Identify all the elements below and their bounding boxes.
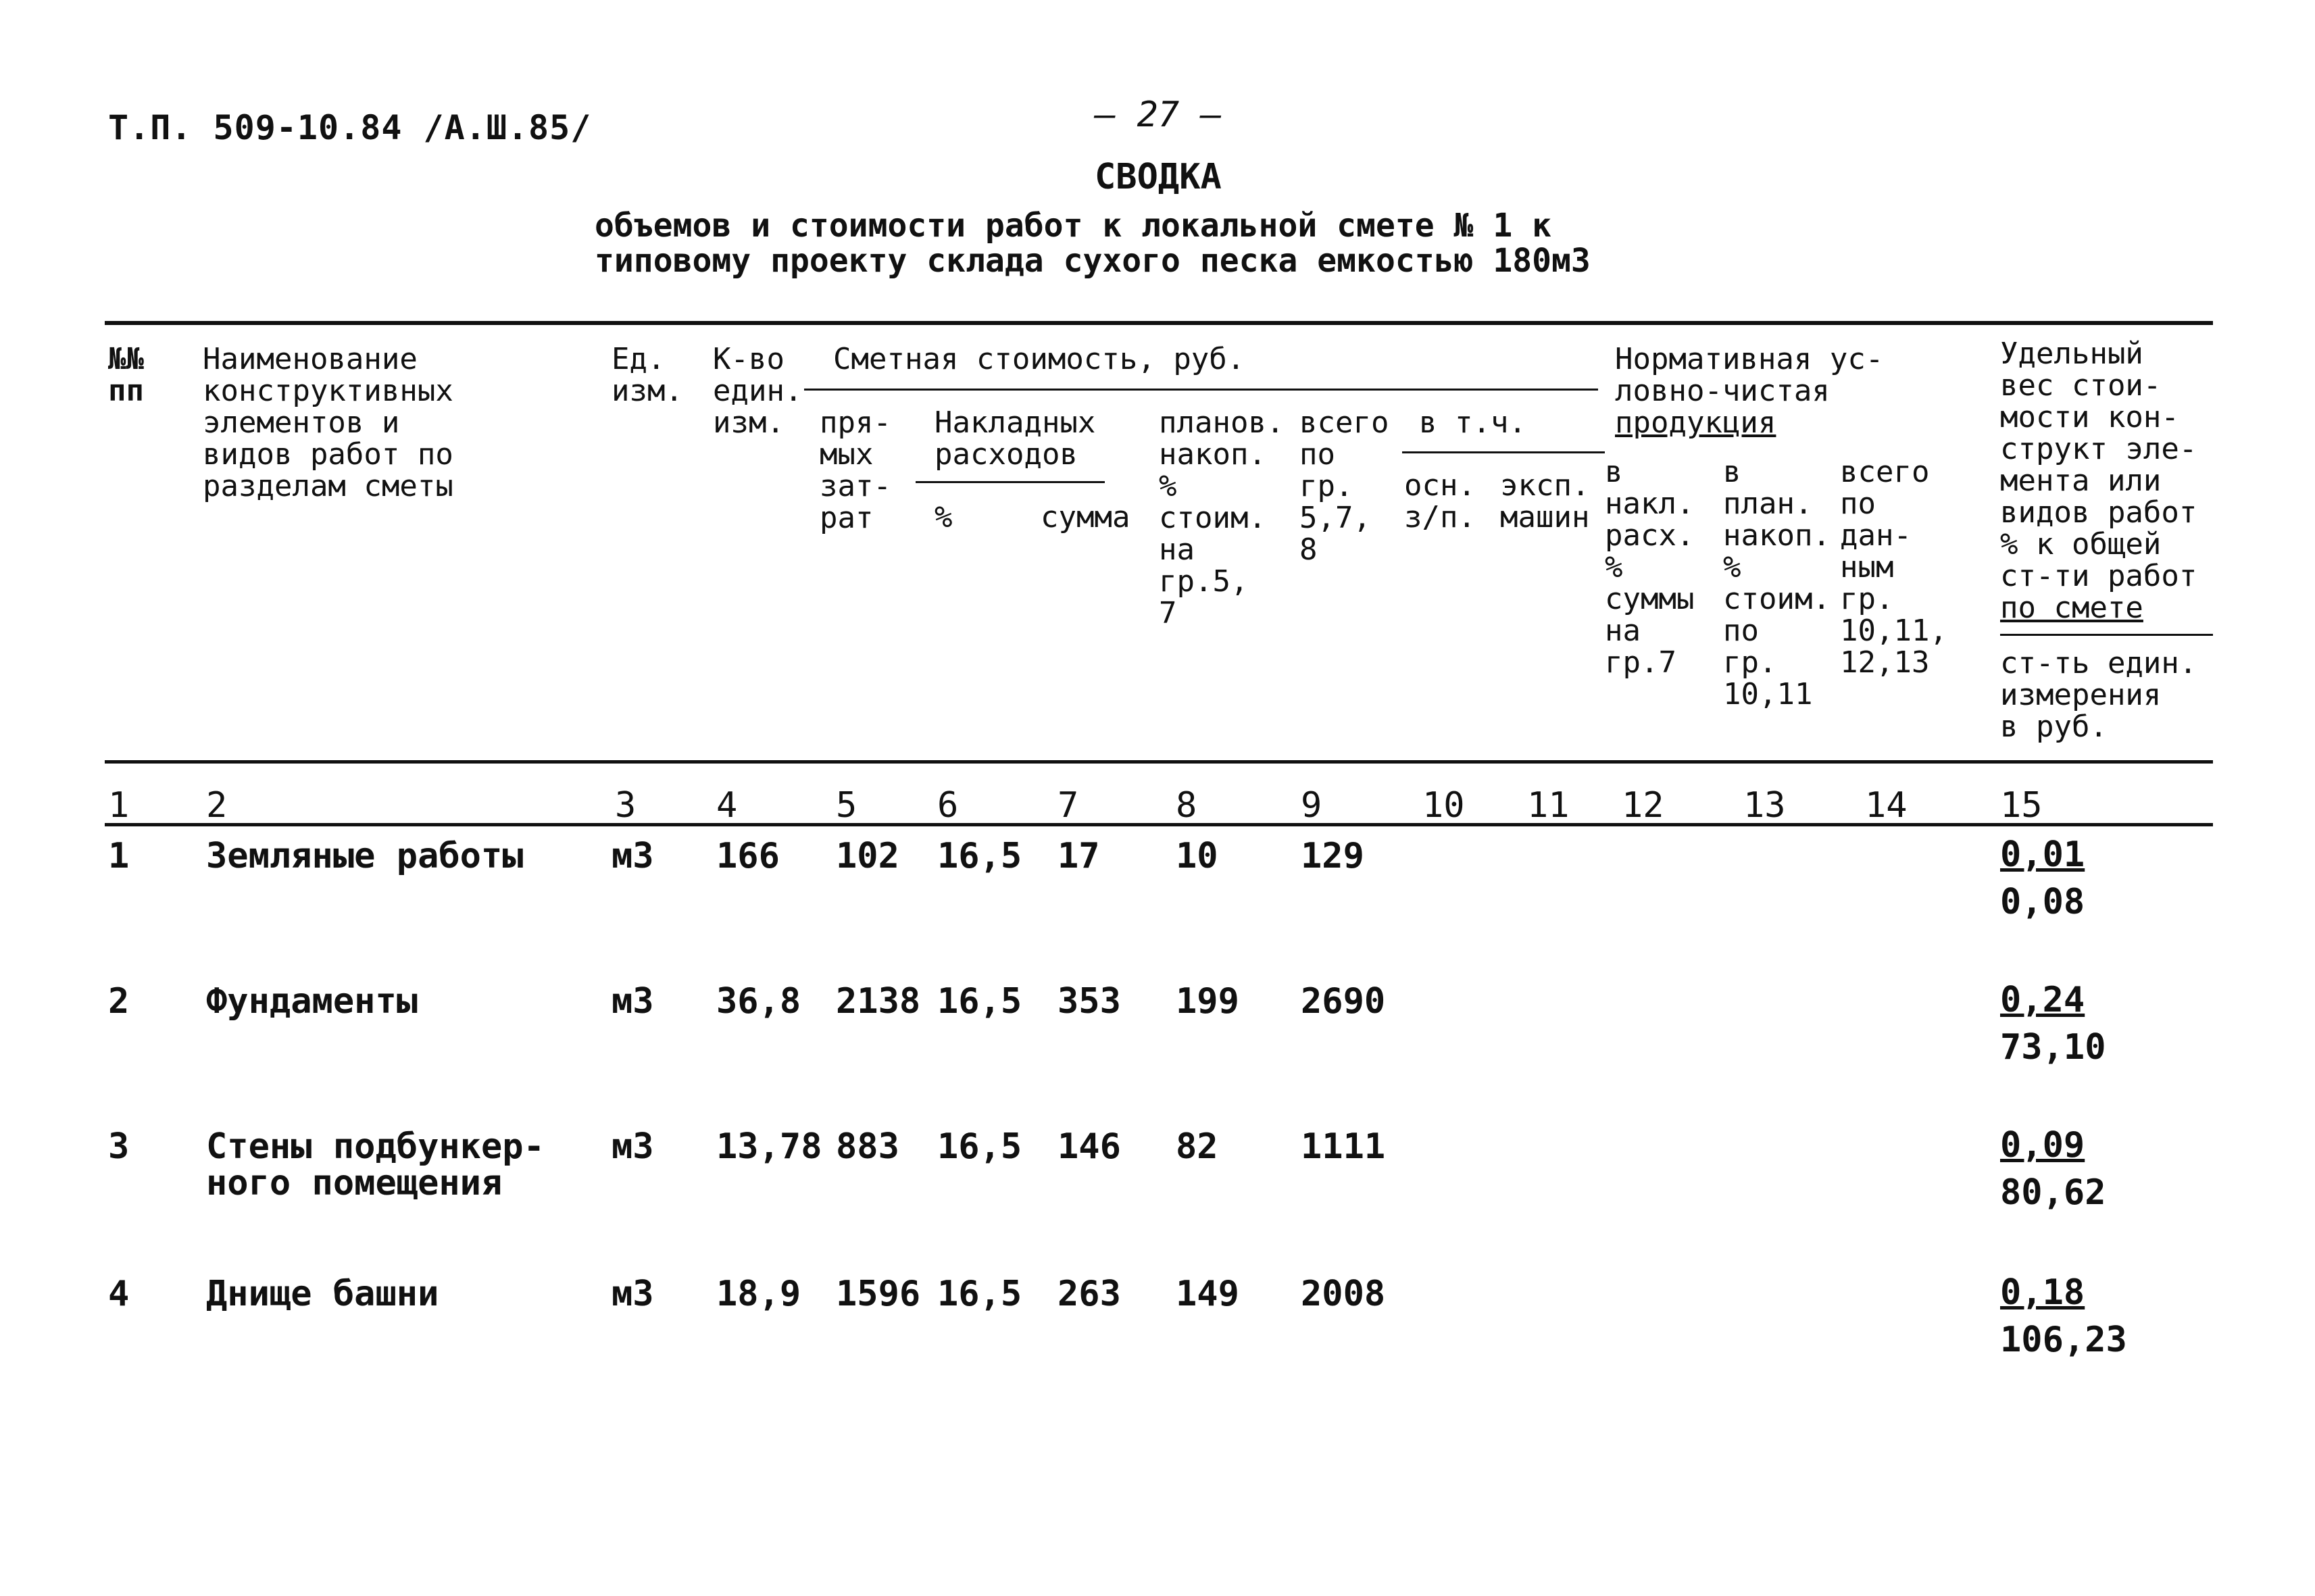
header-col-10: осн. з/п.	[1404, 468, 1476, 534]
row-direct-costs: 883	[836, 1126, 899, 1167]
row-planned-savings: 10	[1176, 836, 1218, 876]
header-col-13: в план. накоп. % стоим. по гр. 10,11	[1723, 455, 1831, 712]
header-group-norm	[1615, 343, 1883, 439]
row-share-percent: 0,01	[2000, 834, 2085, 875]
header-group-nakl: Накладных расходов	[935, 405, 1096, 472]
column-number: 1	[108, 785, 130, 826]
row-unit: м3	[612, 981, 654, 1022]
row-share-percent: 0,18	[2000, 1272, 2085, 1313]
header-col-8: планов. накоп. % стоим. на гр.5, 7	[1159, 405, 1285, 630]
row-planned-savings: 149	[1176, 1274, 1239, 1314]
column-number: 13	[1743, 785, 1786, 826]
row-total: 2008	[1301, 1274, 1386, 1314]
row-name: Стены подбункер- ного помещения	[206, 1126, 545, 1203]
header-group-smeta: Сметная стоимость, руб.	[833, 342, 1245, 376]
column-number: 10	[1422, 785, 1465, 826]
header-col-3: Ед. изм.	[612, 342, 683, 408]
row-number: 2	[108, 981, 130, 1022]
header-col-15-top: Удельный вес стои- мости кон- структ эле- мента или видов работ % к общей ст-ти работ	[2000, 336, 2197, 593]
row-direct-costs: 2138	[836, 981, 921, 1022]
row-unit-cost: 0,08	[2000, 882, 2085, 922]
subtitle-line-1: объемов и стоимости работ к локальной смете № 1 к	[595, 207, 1552, 245]
header-rule-nakl	[916, 481, 1105, 483]
column-number: 11	[1527, 785, 1570, 826]
row-number: 4	[108, 1274, 130, 1314]
page-title: СВОДКА	[1095, 157, 1222, 197]
row-unit-cost: 80,62	[2000, 1172, 2106, 1213]
row-overhead-sum: 146	[1057, 1126, 1121, 1167]
header-group-vtch: в т.ч.	[1419, 405, 1526, 440]
row-share-percent: 0,24	[2000, 980, 2085, 1020]
header-col-15	[2000, 338, 2197, 624]
column-number: 4	[716, 785, 738, 826]
row-quantity: 166	[716, 836, 780, 876]
header-rule-col-15	[2000, 634, 2213, 636]
column-number: 14	[1865, 785, 1908, 826]
column-number: 3	[615, 785, 637, 826]
row-planned-savings: 199	[1176, 981, 1239, 1022]
row-total: 2690	[1301, 981, 1386, 1022]
header-bottom-rule	[105, 760, 2213, 764]
header-rule-smeta	[804, 389, 1598, 391]
header-col-5: пря- мых зат- рат	[820, 405, 891, 535]
row-share-percent: 0,09	[2000, 1125, 2085, 1166]
row-total: 1111	[1301, 1126, 1386, 1167]
header-col-7: сумма	[1041, 500, 1130, 534]
header-col-14: всего по дан- ным гр. 10,11, 12,13	[1840, 455, 1947, 680]
row-unit: м3	[612, 836, 654, 876]
page-number: — 27 —	[1095, 95, 1222, 135]
row-quantity: 36,8	[716, 981, 801, 1022]
row-overhead-sum: 353	[1057, 981, 1121, 1022]
header-col-9: всего по гр. 5,7, 8	[1299, 405, 1389, 567]
header-group-norm-title: Нормативная ус- ловно-чистая	[1615, 342, 1884, 408]
row-overhead-percent: 16,5	[937, 1126, 1022, 1167]
header-col-11: эксп. машин	[1500, 468, 1590, 534]
row-unit: м3	[612, 1274, 654, 1314]
row-share-fraction	[2000, 976, 2106, 1071]
column-number: 8	[1176, 785, 1197, 826]
row-overhead-sum: 263	[1057, 1274, 1121, 1314]
header-col-12: в накл. расх. % суммы на гр.7	[1605, 455, 1695, 680]
header-col-15-top-underlined: по смете	[2000, 591, 2143, 625]
row-name: Земляные работы	[206, 836, 524, 876]
page-subtitle	[595, 208, 1591, 278]
header-col-1: №№ пп	[108, 342, 144, 408]
header-group-norm-underlined: продукция	[1615, 405, 1776, 440]
row-unit-cost: 73,10	[2000, 1027, 2106, 1068]
row-number: 3	[108, 1126, 130, 1167]
column-number: 9	[1301, 785, 1322, 826]
row-overhead-sum: 17	[1057, 836, 1100, 876]
subtitle-line-2: типовому проекту склада сухого песка емкостью 180м3	[595, 242, 1591, 280]
header-col-4: К-во един. изм.	[713, 342, 803, 440]
row-unit: м3	[612, 1126, 654, 1167]
row-share-fraction	[2000, 1269, 2127, 1364]
column-number: 6	[937, 785, 959, 826]
row-share-fraction	[2000, 831, 2085, 926]
document-id: Т.П. 509-10.84 /А.Ш.85/	[108, 108, 592, 147]
row-direct-costs: 102	[836, 836, 899, 876]
column-number: 12	[1622, 785, 1664, 826]
row-name: Днище башни	[206, 1274, 439, 1314]
row-quantity: 13,78	[716, 1126, 822, 1167]
column-number: 2	[206, 785, 228, 826]
column-number: 5	[836, 785, 857, 826]
row-name: Фундаменты	[206, 981, 418, 1022]
row-share-fraction	[2000, 1122, 2106, 1216]
column-number: 7	[1057, 785, 1079, 826]
header-rule-vtch	[1402, 451, 1605, 453]
row-number: 1	[108, 836, 130, 876]
row-overhead-percent: 16,5	[937, 836, 1022, 876]
row-direct-costs: 1596	[836, 1274, 921, 1314]
row-total: 129	[1301, 836, 1364, 876]
header-col-15-bottom: ст-ть един. измерения в руб.	[2000, 646, 2197, 744]
table-top-rule	[105, 321, 2213, 325]
header-col-2: Наименование конструктивных элементов и видов работ по разделам сметы	[203, 342, 453, 503]
row-overhead-percent: 16,5	[937, 981, 1022, 1022]
row-overhead-percent: 16,5	[937, 1274, 1022, 1314]
row-unit-cost: 106,23	[2000, 1320, 2127, 1360]
column-number: 15	[2000, 785, 2043, 826]
row-planned-savings: 82	[1176, 1126, 1218, 1167]
header-col-6: %	[935, 500, 953, 534]
row-quantity: 18,9	[716, 1274, 801, 1314]
